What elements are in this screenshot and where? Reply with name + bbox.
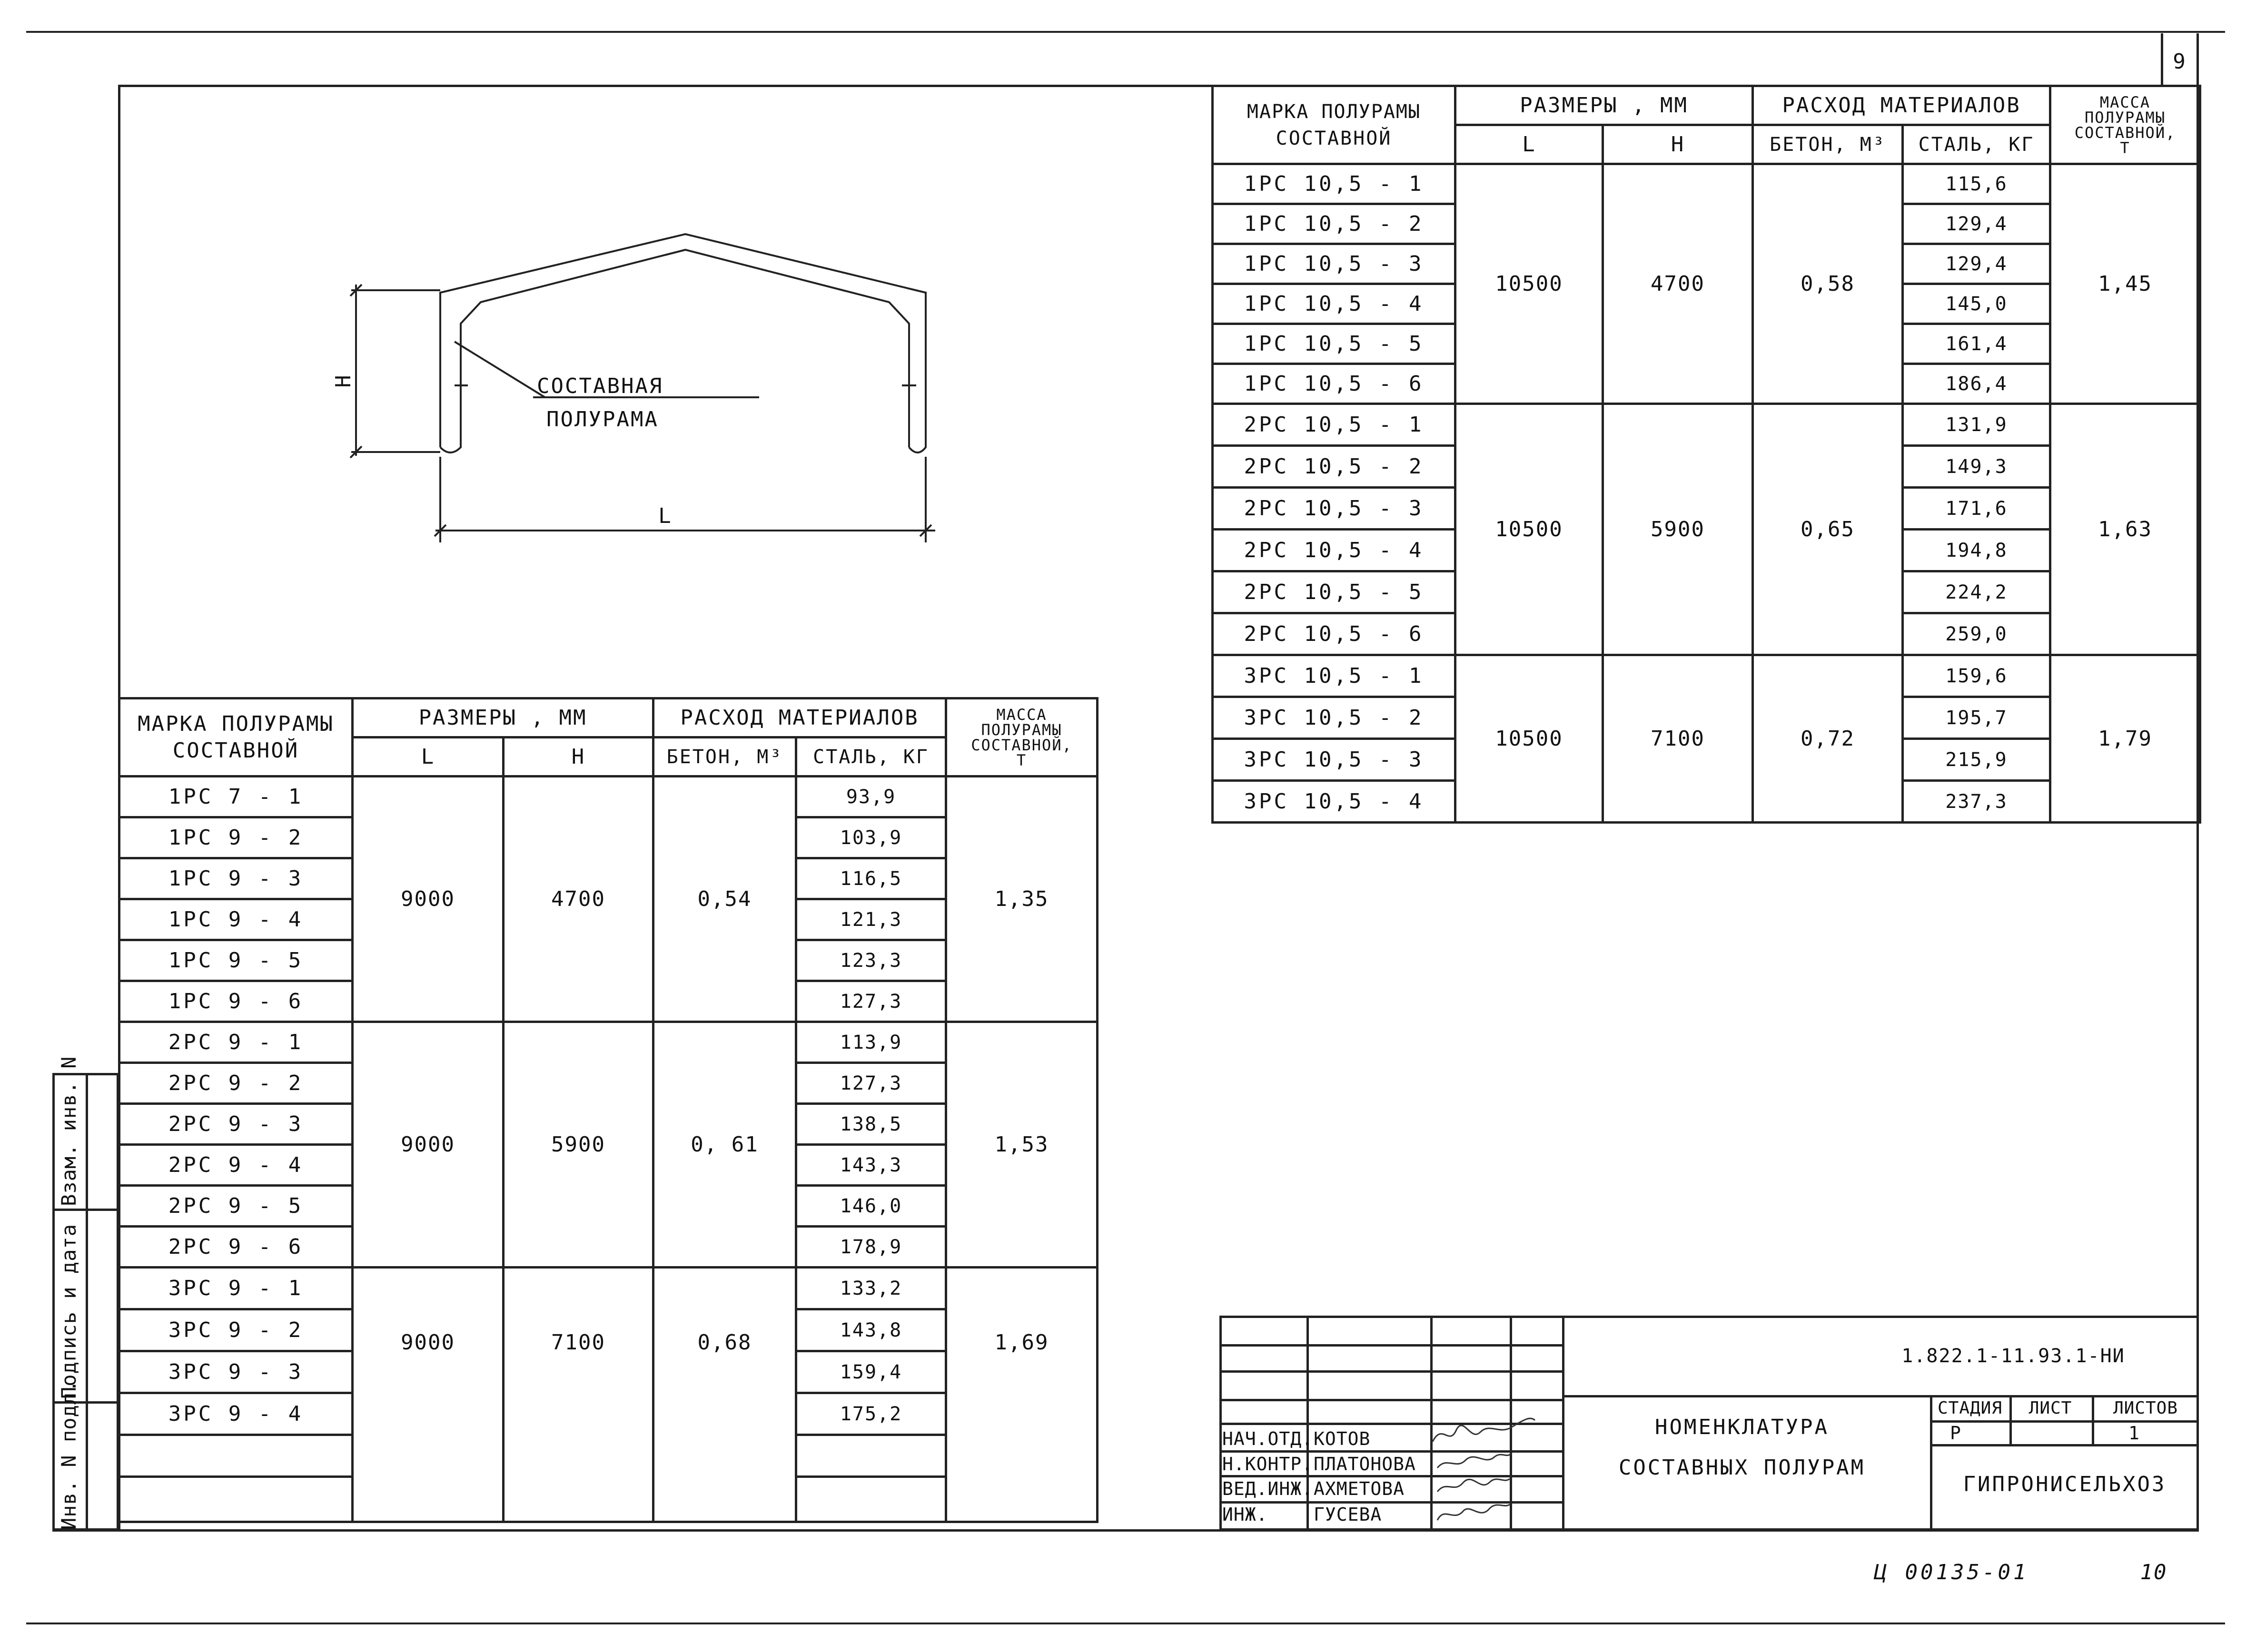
steel-cell: 159,4 (796, 1351, 946, 1393)
sheets-label: ЛИСТОВ (2113, 1398, 2178, 1418)
mark-cell: 1РС 9 - 3 (119, 858, 353, 899)
H-cell: 5900 (1603, 404, 1753, 655)
H-cell: 4700 (504, 777, 653, 1022)
header-L: L (353, 738, 504, 777)
concrete-cell: 0,58 (1753, 164, 1903, 404)
H-cell: 5900 (504, 1022, 653, 1268)
side-stamp-inv-podl: Инв. N подл. (57, 1379, 80, 1530)
steel-cell: 127,3 (796, 981, 946, 1022)
concrete-cell: 0,68 (653, 1268, 796, 1522)
steel-cell: 171,6 (1903, 488, 2050, 530)
mark-cell: 1РС 7 - 1 (119, 777, 353, 817)
header-materials: РАСХОД МАТЕРИАЛОВ (653, 698, 946, 738)
steel-cell: 159,6 (1903, 655, 2050, 697)
role-1: НАЧ.ОТД. (1222, 1428, 1314, 1449)
H-cell: 7100 (1603, 655, 1753, 823)
mark-cell: 2РС 10,5 - 1 (1213, 404, 1455, 446)
header-H: H (1603, 125, 1753, 164)
mark-cell: 2РС 10,5 - 6 (1213, 613, 1455, 655)
mark-cell: 2РС 9 - 6 (119, 1227, 353, 1268)
mark-cell: 2РС 9 - 3 (119, 1104, 353, 1145)
mark-cell: 2РС 10,5 - 5 (1213, 571, 1455, 613)
side-stamp-vzam: Взам. инв. N (57, 1056, 80, 1206)
organization-name: ГИПРОНИСЕЛЬХОЗ (1963, 1472, 2167, 1496)
steel-cell: 161,4 (1903, 324, 2050, 364)
header-steel: СТАЛЬ, КГ (1903, 125, 2050, 164)
side-stamp-podpis: Подпись и дата (57, 1223, 80, 1399)
header-H: H (504, 738, 653, 777)
mass-cell: 1,79 (2050, 655, 2200, 823)
mark-cell: 1РС 10,5 - 1 (1213, 164, 1455, 204)
header-mark: МАРКА ПОЛУРАМЫ СОСТАВНОЙ (119, 698, 353, 777)
mark-cell: 1РС 9 - 6 (119, 981, 353, 1022)
steel-cell: 145,0 (1903, 284, 2050, 324)
header-mass: МАССА ПОЛУРАМЫ СОСТАВНОЙ, Т (2050, 86, 2200, 164)
mark-cell: 1РС 9 - 5 (119, 940, 353, 981)
L-cell: 10500 (1455, 164, 1603, 404)
steel-cell: 131,9 (1903, 404, 2050, 446)
steel-cell: 224,2 (1903, 571, 2050, 613)
L-cell: 9000 (353, 1268, 504, 1522)
steel-cell: 194,8 (1903, 530, 2050, 571)
mark-cell: 3РС 10,5 - 3 (1213, 739, 1455, 781)
header-steel: СТАЛЬ, КГ (796, 738, 946, 777)
mark-cell: 3РС 10,5 - 1 (1213, 655, 1455, 697)
steel-cell: 195,7 (1903, 697, 2050, 739)
mass-cell: 1,45 (2050, 164, 2200, 404)
steel-cell: 237,3 (1903, 781, 2050, 823)
name-3: АХМЕТОВА (1314, 1478, 1405, 1499)
mark-cell: 1РС 9 - 2 (119, 817, 353, 858)
concrete-cell: 0, 61 (653, 1022, 796, 1268)
header-concrete: БЕТОН, М³ (653, 738, 796, 777)
steel-cell: 138,5 (796, 1104, 946, 1145)
L-cell: 9000 (353, 1022, 504, 1268)
mark-cell: 3РС 9 - 1 (119, 1268, 353, 1309)
concrete-cell: 0,54 (653, 777, 796, 1022)
steel-cell: 143,8 (796, 1309, 946, 1351)
dimension-H-label: H (331, 374, 356, 388)
steel-cell: 113,9 (796, 1022, 946, 1063)
steel-cell: 129,4 (1903, 204, 2050, 244)
name-1: КОТОВ (1314, 1428, 1371, 1449)
mark-cell: 1РС 9 - 4 (119, 899, 353, 940)
header-sizes: РАЗМЕРЫ , ММ (1455, 86, 1753, 125)
mark-cell: 3РС 10,5 - 4 (1213, 781, 1455, 823)
steel-cell: 129,4 (1903, 244, 2050, 284)
mark-cell: 3РС 10,5 - 2 (1213, 697, 1455, 739)
mark-cell: 3РС 9 - 4 (119, 1393, 353, 1435)
steel-cell: 115,6 (1903, 164, 2050, 204)
mark-cell: 1РС 10,5 - 3 (1213, 244, 1455, 284)
mark-cell: 1РС 10,5 - 6 (1213, 364, 1455, 404)
steel-cell: 123,3 (796, 940, 946, 981)
mass-cell: 1,69 (946, 1268, 1098, 1522)
steel-cell: 178,9 (796, 1227, 946, 1268)
name-2: ПЛАТОНОВА (1314, 1454, 1416, 1475)
header-mass: МАССА ПОЛУРАМЫ СОСТАВНОЙ, Т (946, 698, 1098, 777)
frame-label-line1: СОСТАВНАЯ (537, 374, 663, 398)
dimension-L-label: L (658, 504, 673, 528)
title-line1: НОМЕНКЛАТУРА (1655, 1415, 1829, 1439)
name-4: ГУСЕВА (1314, 1504, 1382, 1525)
sheets-value: 1 (2128, 1423, 2141, 1444)
H-cell: 7100 (504, 1268, 653, 1522)
header-materials: РАСХОД МАТЕРИАЛОВ (1753, 86, 2050, 125)
steel-cell: 186,4 (1903, 364, 2050, 404)
steel-cell: 149,3 (1903, 446, 2050, 488)
header-L: L (1455, 125, 1603, 164)
mark-cell: 3РС 9 - 2 (119, 1309, 353, 1351)
steel-cell: 116,5 (796, 858, 946, 899)
page-number: 10 (2140, 1560, 2167, 1584)
steel-cell: 215,9 (1903, 739, 2050, 781)
steel-cell: 259,0 (1903, 613, 2050, 655)
mass-cell: 1,63 (2050, 404, 2200, 655)
mark-cell: 2РС 9 - 4 (119, 1145, 353, 1186)
L-cell: 10500 (1455, 655, 1603, 823)
mark-cell: 2РС 10,5 - 2 (1213, 446, 1455, 488)
concrete-cell: 0,65 (1753, 404, 1903, 655)
sheet-number: 9 (2173, 49, 2187, 74)
mark-cell: 2РС 9 - 2 (119, 1063, 353, 1104)
steel-cell: 121,3 (796, 899, 946, 940)
mass-cell: 1,53 (946, 1022, 1098, 1268)
mark-cell: 3РС 9 - 3 (119, 1351, 353, 1393)
L-cell: 9000 (353, 777, 504, 1022)
role-4: ИНЖ. (1222, 1504, 1268, 1525)
concrete-cell: 0,72 (1753, 655, 1903, 823)
frame-label-line2: ПОЛУРАМА (546, 407, 659, 432)
header-sizes: РАЗМЕРЫ , ММ (353, 698, 653, 738)
steel-cell: 127,3 (796, 1063, 946, 1104)
L-cell: 10500 (1455, 404, 1603, 655)
mark-cell: 2РС 9 - 1 (119, 1022, 353, 1063)
doc-code: 1.822.1-11.93.1-НИ (1901, 1345, 2125, 1367)
header-concrete: БЕТОН, М³ (1753, 125, 1903, 164)
steel-cell: 133,2 (796, 1268, 946, 1309)
bottom-code: Ц 00135-01 (1874, 1560, 2029, 1584)
mark-cell: 1РС 10,5 - 4 (1213, 284, 1455, 324)
sheet-label: ЛИСТ (2028, 1398, 2072, 1418)
steel-cell: 143,3 (796, 1145, 946, 1186)
title-line2: СОСТАВНЫХ ПОЛУРАМ (1618, 1455, 1866, 1480)
mark-cell: 1РС 10,5 - 2 (1213, 204, 1455, 244)
steel-cell: 93,9 (796, 777, 946, 817)
steel-cell: 103,9 (796, 817, 946, 858)
stage-value: Р (1950, 1423, 1962, 1444)
mark-cell: 1РС 10,5 - 5 (1213, 324, 1455, 364)
role-3: ВЕД.ИНЖ. (1222, 1478, 1314, 1499)
mark-cell: 2РС 9 - 5 (119, 1186, 353, 1227)
steel-cell: 175,2 (796, 1393, 946, 1435)
stage-label: СТАДИЯ (1937, 1398, 2003, 1418)
H-cell: 4700 (1603, 164, 1753, 404)
steel-cell: 146,0 (796, 1186, 946, 1227)
role-2: Н.КОНТР. (1222, 1454, 1314, 1475)
mark-cell: 2РС 10,5 - 3 (1213, 488, 1455, 530)
mass-cell: 1,35 (946, 777, 1098, 1022)
mark-cell: 2РС 10,5 - 4 (1213, 530, 1455, 571)
header-mark: МАРКА ПОЛУРАМЫ СОСТАВНОЙ (1213, 86, 1455, 164)
